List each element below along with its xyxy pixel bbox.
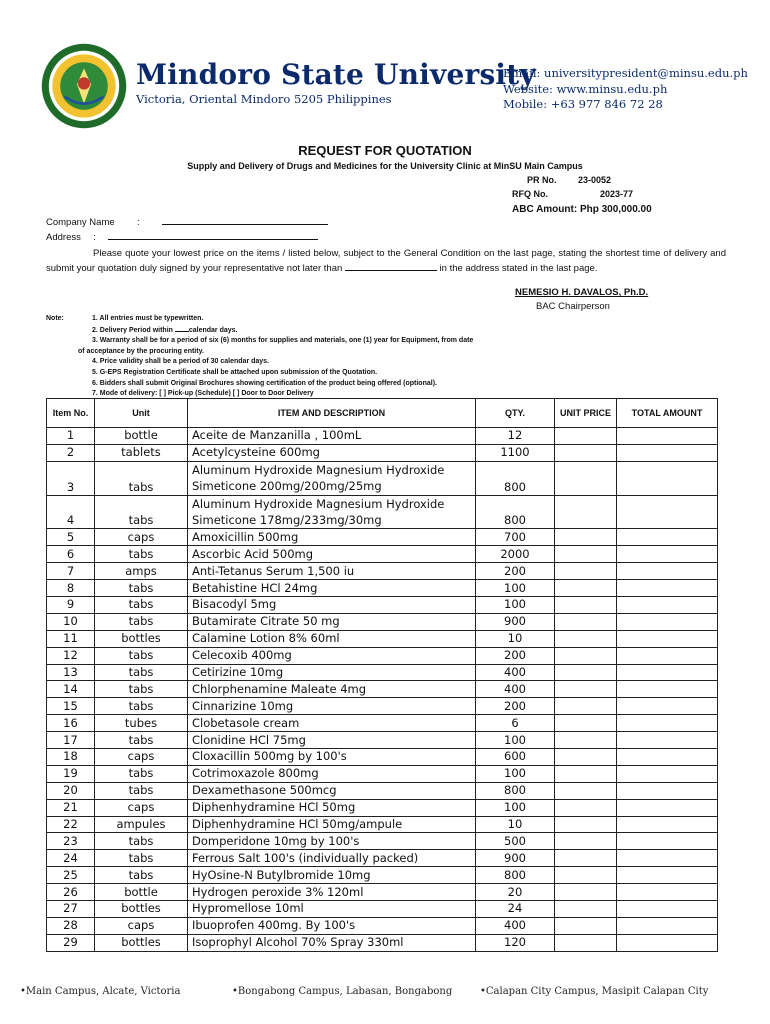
description-cell: Clonidine HCl 75mg	[188, 732, 476, 749]
total-amount-cell[interactable]	[617, 546, 718, 563]
total-amount-cell[interactable]	[617, 732, 718, 749]
table-row	[47, 664, 718, 681]
qty-cell: 400	[476, 917, 555, 934]
unit-price-cell[interactable]	[555, 596, 617, 613]
unit-price-cell[interactable]	[555, 444, 617, 461]
unit-cell: tabs	[95, 782, 188, 799]
unit-price-cell[interactable]	[555, 732, 617, 749]
contact-mobile: Mobile: +63 977 846 72 28	[503, 97, 663, 111]
total-amount-cell[interactable]	[617, 833, 718, 850]
item-no-cell: 13	[47, 664, 95, 681]
company-name-sep: :	[136, 217, 140, 228]
qty-cell: 800	[476, 867, 555, 884]
unit-price-cell[interactable]	[555, 901, 617, 918]
unit-cell: tabs	[95, 461, 188, 495]
unit-cell: bottles	[95, 630, 188, 647]
item-no-cell: 1	[47, 428, 95, 445]
university-name: Mindoro State University	[136, 58, 536, 91]
note-5: 5. G-EPS Registration Certificate shall be attached upon submission of the Quotation.	[92, 368, 378, 376]
description-cell: Calamine Lotion 8% 60ml	[188, 630, 476, 647]
description-cell: Domperidone 10mg by 100's	[188, 833, 476, 850]
unit-cell: tabs	[95, 867, 188, 884]
unit-cell: tabs	[95, 765, 188, 782]
total-amount-cell[interactable]	[617, 444, 718, 461]
qty-cell: 1100	[476, 444, 555, 461]
description-cell: Butamirate Citrate 50 mg	[188, 613, 476, 630]
unit-cell: bottle	[95, 428, 188, 445]
total-amount-cell[interactable]	[617, 867, 718, 884]
unit-cell: tabs	[95, 613, 188, 630]
total-amount-cell[interactable]	[617, 664, 718, 681]
signer-name: NEMESIO H. DAVALOS, Ph.D.	[515, 287, 649, 298]
unit-price-cell[interactable]	[555, 715, 617, 732]
unit-cell: caps	[95, 917, 188, 934]
unit-price-cell[interactable]	[555, 580, 617, 597]
unit-cell: tabs	[95, 850, 188, 867]
unit-cell: tabs	[95, 580, 188, 597]
total-amount-cell[interactable]	[617, 529, 718, 546]
qty-cell: 700	[476, 529, 555, 546]
total-amount-cell[interactable]	[617, 613, 718, 630]
note-3-cont: of acceptance by the procuring entity.	[78, 347, 204, 355]
item-no-cell: 15	[47, 698, 95, 715]
qty-cell: 400	[476, 681, 555, 698]
unit-price-cell[interactable]	[555, 495, 617, 529]
unit-cell: tabs	[95, 664, 188, 681]
unit-cell: caps	[95, 529, 188, 546]
address-label: Address	[46, 232, 81, 243]
item-no-cell: 22	[47, 816, 95, 833]
description-cell: Ascorbic Acid 500mg	[188, 546, 476, 563]
unit-cell: tabs	[95, 732, 188, 749]
total-amount-cell[interactable]	[617, 917, 718, 934]
qty-cell: 100	[476, 732, 555, 749]
item-no-cell: 8	[47, 580, 95, 597]
table-row	[47, 901, 718, 918]
notes-list	[78, 314, 532, 400]
qty-cell: 10	[476, 630, 555, 647]
item-no-cell: 17	[47, 732, 95, 749]
university-seal-icon	[40, 42, 128, 130]
unit-cell: caps	[95, 748, 188, 765]
item-no-cell: 10	[47, 613, 95, 630]
table-row	[47, 647, 718, 664]
unit-cell: tabs	[95, 833, 188, 850]
col-total-amount: TOTAL AMOUNT	[617, 399, 718, 428]
table-row	[47, 529, 718, 546]
unit-price-cell[interactable]	[555, 563, 617, 580]
col-unit-price: UNIT PRICE	[555, 399, 617, 428]
description-cell: Hypromellose 10ml	[188, 901, 476, 918]
description-cell: Cloxacillin 500mg by 100's	[188, 748, 476, 765]
total-amount-cell[interactable]	[617, 799, 718, 816]
qty-cell: 12	[476, 428, 555, 445]
table-row	[47, 782, 718, 799]
total-amount-cell[interactable]	[617, 495, 718, 529]
table-row	[47, 613, 718, 630]
note-label: Note:	[46, 315, 64, 322]
table-row	[47, 850, 718, 867]
unit-price-cell[interactable]	[555, 833, 617, 850]
col-item-no: Item No.	[47, 399, 95, 428]
item-no-cell: 14	[47, 681, 95, 698]
note-2-end: calendar days.	[188, 326, 238, 334]
unit-cell: tabs	[95, 495, 188, 529]
footer-campus-calapan: •Calapan City Campus, Masipit Calapan City	[480, 986, 709, 997]
table-row	[47, 461, 718, 495]
description-cell: Aluminum Hydroxide Magnesium Hydroxide Simeticone 200mg/200mg/25mg	[188, 461, 476, 495]
note-2-start: 2. Delivery Period within	[92, 326, 175, 334]
description-cell: Amoxicillin 500mg	[188, 529, 476, 546]
item-no-cell: 4	[47, 495, 95, 529]
footer-campus-bongabong: •Bongabong Campus, Labasan, Bongabong	[232, 986, 453, 997]
address-sep: :	[93, 232, 96, 243]
table-row	[47, 495, 718, 529]
qty-cell: 10	[476, 816, 555, 833]
university-address: Victoria, Oriental Mindoro 5205 Philippines	[136, 92, 392, 106]
qty-cell: 800	[476, 495, 555, 529]
description-cell: Hydrogen peroxide 3% 120ml	[188, 884, 476, 901]
total-amount-cell[interactable]	[617, 884, 718, 901]
unit-cell: tubes	[95, 715, 188, 732]
total-amount-cell[interactable]	[617, 563, 718, 580]
unit-price-cell[interactable]	[555, 681, 617, 698]
unit-price-cell[interactable]	[555, 867, 617, 884]
total-amount-cell[interactable]	[617, 816, 718, 833]
qty-cell: 600	[476, 748, 555, 765]
description-cell: Aluminum Hydroxide Magnesium Hydroxide Simeticone 178mg/233mg/30mg	[188, 495, 476, 529]
company-name-label: Company Name	[46, 217, 115, 228]
item-no-cell: 19	[47, 765, 95, 782]
table-row	[47, 917, 718, 934]
signer-role: BAC Chairperson	[536, 301, 610, 312]
total-amount-cell[interactable]	[617, 901, 718, 918]
unit-cell: tabs	[95, 546, 188, 563]
description-cell: Clobetasole cream	[188, 715, 476, 732]
unit-price-cell[interactable]	[555, 630, 617, 647]
unit-cell: bottle	[95, 884, 188, 901]
qty-cell: 900	[476, 850, 555, 867]
item-no-cell: 29	[47, 934, 95, 951]
table-row	[47, 799, 718, 816]
qty-cell: 20	[476, 884, 555, 901]
address-field[interactable]	[46, 231, 318, 243]
item-no-cell: 2	[47, 444, 95, 461]
note-7: 7. Mode of delivery: [ ] Pick-up (Schedule) [ ] Door to Door Delivery	[92, 390, 314, 398]
total-amount-cell[interactable]	[617, 765, 718, 782]
description-cell: Bisacodyl 5mg	[188, 596, 476, 613]
item-no-cell: 6	[47, 546, 95, 563]
contact-block	[503, 66, 748, 113]
total-amount-cell[interactable]	[617, 782, 718, 799]
qty-cell: 6	[476, 715, 555, 732]
table-row	[47, 867, 718, 884]
table-row	[47, 732, 718, 749]
description-cell: Aceite de Manzanilla , 100mL	[188, 428, 476, 445]
qty-cell: 800	[476, 782, 555, 799]
qty-cell: 200	[476, 647, 555, 664]
item-no-cell: 24	[47, 850, 95, 867]
item-no-cell: 7	[47, 563, 95, 580]
col-description: ITEM AND DESCRIPTION	[188, 399, 476, 428]
description-cell: Betahistine HCl 24mg	[188, 580, 476, 597]
unit-cell: caps	[95, 799, 188, 816]
item-no-cell: 9	[47, 596, 95, 613]
unit-price-cell[interactable]	[555, 546, 617, 563]
qty-cell: 100	[476, 580, 555, 597]
description-cell: Cinnarizine 10mg	[188, 698, 476, 715]
table-row	[47, 816, 718, 833]
unit-price-cell[interactable]	[555, 816, 617, 833]
unit-price-cell[interactable]	[555, 765, 617, 782]
item-no-cell: 28	[47, 917, 95, 934]
unit-cell: tabs	[95, 647, 188, 664]
item-no-cell: 23	[47, 833, 95, 850]
total-amount-cell[interactable]	[617, 580, 718, 597]
item-no-cell: 27	[47, 901, 95, 918]
table-row	[47, 833, 718, 850]
table-row	[47, 748, 718, 765]
description-cell: Celecoxib 400mg	[188, 647, 476, 664]
description-cell: Cotrimoxazole 800mg	[188, 765, 476, 782]
contact-website: Website: www.minsu.edu.ph	[503, 81, 668, 96]
unit-price-cell[interactable]	[555, 850, 617, 867]
items-table	[46, 398, 718, 952]
total-amount-cell[interactable]	[617, 715, 718, 732]
table-row	[47, 681, 718, 698]
instruction-text-2: in the address stated in the last page.	[439, 263, 598, 274]
table-row	[47, 428, 718, 445]
table-row	[47, 563, 718, 580]
total-amount-cell[interactable]	[617, 596, 718, 613]
description-cell: Diphenhydramine HCl 50mg/ampule	[188, 816, 476, 833]
item-no-cell: 20	[47, 782, 95, 799]
unit-price-cell[interactable]	[555, 884, 617, 901]
note-4: 4. Price validity shall be a period of 30 calendar days.	[92, 358, 270, 366]
note-3: 3. Warranty shall be for a period of six (6) months for supplies and materials, one (1) year for Equipment, from date	[92, 337, 474, 345]
table-row	[47, 698, 718, 715]
qty-cell: 900	[476, 613, 555, 630]
pr-value: 23-0052	[578, 175, 612, 185]
deadline-line[interactable]	[345, 262, 437, 271]
total-amount-cell[interactable]	[617, 934, 718, 951]
unit-price-cell[interactable]	[555, 934, 617, 951]
qty-cell: 120	[476, 934, 555, 951]
unit-price-cell[interactable]	[555, 664, 617, 681]
unit-cell: tabs	[95, 681, 188, 698]
total-amount-cell[interactable]	[617, 630, 718, 647]
col-unit: Unit	[95, 399, 188, 428]
col-qty: QTY.	[476, 399, 555, 428]
unit-cell: tablets	[95, 444, 188, 461]
qty-cell: 100	[476, 799, 555, 816]
unit-price-cell[interactable]	[555, 748, 617, 765]
document-subtitle: Supply and Delivery of Drugs and Medicines for the University Clinic at MinSU Main Campus	[187, 161, 583, 171]
address-line[interactable]	[108, 231, 318, 240]
instruction-text-1: Please quote your lowest price on the items / listed below, subject to the General Condition on the last page, stating the shortest time of delivery and submit your quotation duly signed by your representative not later than	[46, 248, 726, 274]
description-cell: Acetylcysteine 600mg	[188, 444, 476, 461]
unit-price-cell[interactable]	[555, 529, 617, 546]
qty-cell: 500	[476, 833, 555, 850]
abc-amount: ABC Amount: Php 300,000.00	[512, 204, 652, 215]
description-cell: Anti-Tetanus Serum 1,500 iu	[188, 563, 476, 580]
table-row	[47, 630, 718, 647]
description-cell: Cetirizine 10mg	[188, 664, 476, 681]
total-amount-cell[interactable]	[617, 748, 718, 765]
total-amount-cell[interactable]	[617, 681, 718, 698]
item-no-cell: 25	[47, 867, 95, 884]
table-row	[47, 715, 718, 732]
note-6: 6. Bidders shall submit Original Brochures showing certification of the product being offered (optional).	[92, 379, 437, 387]
unit-price-cell[interactable]	[555, 799, 617, 816]
table-row	[47, 596, 718, 613]
qty-cell: 200	[476, 698, 555, 715]
unit-price-cell[interactable]	[555, 917, 617, 934]
item-no-cell: 5	[47, 529, 95, 546]
note-2	[92, 325, 532, 337]
item-no-cell: 18	[47, 748, 95, 765]
table-row	[47, 546, 718, 563]
qty-cell: 24	[476, 901, 555, 918]
table-row	[47, 765, 718, 782]
total-amount-cell[interactable]	[617, 461, 718, 495]
qty-cell: 200	[476, 563, 555, 580]
description-cell: Ferrous Salt 100's (individually packed)	[188, 850, 476, 867]
unit-cell: bottles	[95, 901, 188, 918]
table-row	[47, 934, 718, 951]
item-no-cell: 3	[47, 461, 95, 495]
total-amount-cell[interactable]	[617, 647, 718, 664]
company-name-line[interactable]	[162, 216, 328, 225]
table-row	[47, 884, 718, 901]
total-amount-cell[interactable]	[617, 850, 718, 867]
contact-email: Email: universitypresident@minsu.edu.ph	[503, 66, 748, 80]
rfq-label: RFQ No.	[512, 189, 548, 199]
description-cell: HyOsine-N Butylbromide 10mg	[188, 867, 476, 884]
unit-cell: ampules	[95, 816, 188, 833]
total-amount-cell[interactable]	[617, 698, 718, 715]
item-no-cell: 26	[47, 884, 95, 901]
delivery-days-line[interactable]	[175, 325, 189, 332]
table-row	[47, 580, 718, 597]
item-no-cell: 11	[47, 630, 95, 647]
unit-price-cell[interactable]	[555, 647, 617, 664]
unit-cell: tabs	[95, 596, 188, 613]
unit-cell: amps	[95, 563, 188, 580]
qty-cell: 100	[476, 765, 555, 782]
unit-price-cell[interactable]	[555, 613, 617, 630]
unit-price-cell[interactable]	[555, 698, 617, 715]
pr-label: PR No.	[527, 175, 557, 185]
unit-price-cell[interactable]	[555, 461, 617, 495]
description-cell: Ibuoprofen 400mg. By 100's	[188, 917, 476, 934]
qty-cell: 800	[476, 461, 555, 495]
item-no-cell: 16	[47, 715, 95, 732]
rfq-value: 2023-77	[600, 189, 634, 199]
document-title: REQUEST FOR QUOTATION	[298, 143, 472, 158]
instruction-paragraph	[46, 246, 726, 276]
company-name-field[interactable]	[46, 216, 328, 228]
note-1: 1. All entries must be typewritten.	[92, 315, 204, 322]
unit-price-cell[interactable]	[555, 782, 617, 799]
unit-price-cell[interactable]	[555, 428, 617, 445]
table-row	[47, 444, 718, 461]
qty-cell: 100	[476, 596, 555, 613]
unit-cell: tabs	[95, 698, 188, 715]
item-no-cell: 12	[47, 647, 95, 664]
description-cell: Isoprophyl Alcohol 70% Spray 330ml	[188, 934, 476, 951]
qty-cell: 400	[476, 664, 555, 681]
description-cell: Chlorphenamine Maleate 4mg	[188, 681, 476, 698]
item-no-cell: 21	[47, 799, 95, 816]
total-amount-cell[interactable]	[617, 428, 718, 445]
footer-campus-main: •Main Campus, Alcate, Victoria	[20, 986, 181, 997]
description-cell: Dexamethasone 500mcg	[188, 782, 476, 799]
description-cell: Diphenhydramine HCl 50mg	[188, 799, 476, 816]
unit-cell: bottles	[95, 934, 188, 951]
qty-cell: 2000	[476, 546, 555, 563]
table-header-row	[47, 399, 718, 428]
